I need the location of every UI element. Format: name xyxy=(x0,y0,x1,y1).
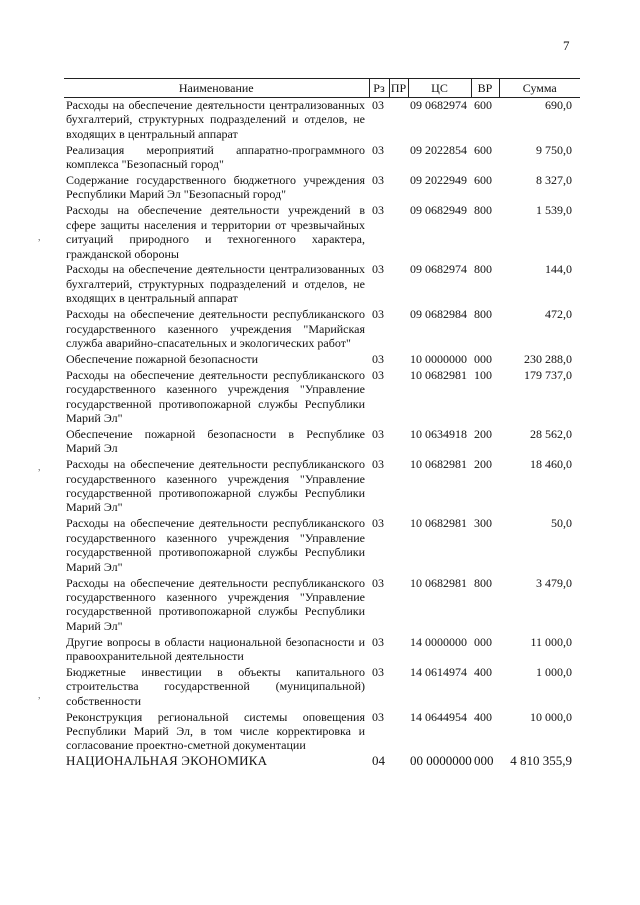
cell-pr xyxy=(389,427,408,457)
cell-name: Бюджетные инвестиции в объекты капитального строительства государственной (муниципальной) собственности xyxy=(66,664,365,708)
cell-sum: 3 479,0 xyxy=(536,575,572,590)
cell-vr: 000 xyxy=(474,753,494,769)
cell-sum: 11 000,0 xyxy=(530,634,572,649)
cell-cs: 14 0000000 xyxy=(410,634,467,649)
cell-vr: 800 xyxy=(474,307,492,322)
cell-rz: 03 xyxy=(372,575,384,590)
cell-name: Расходы на обеспечение деятельности республиканского государственного казенного учреждения "Управление государственной противопожарной службы Республики Марий Эл" xyxy=(66,457,365,515)
margin-mark: , xyxy=(38,462,41,473)
cell-sum: 179 737,0 xyxy=(524,367,572,382)
cell-sum: 690,0 xyxy=(545,98,572,112)
cell-pr xyxy=(389,710,408,755)
cell-rz: 03 xyxy=(372,142,384,157)
margin-mark: , xyxy=(38,690,41,701)
cell-pr xyxy=(389,203,408,262)
table-row xyxy=(64,368,580,427)
cell-sum: 4 810 355,9 xyxy=(510,753,572,769)
cell-pr xyxy=(389,576,408,635)
cell-rz: 03 xyxy=(372,709,384,724)
cell-sum: 1 000,0 xyxy=(536,664,572,679)
budget-table xyxy=(64,78,580,770)
header-name: Наименование xyxy=(64,79,369,98)
cell-vr: 800 xyxy=(474,203,492,218)
cell-cs: 09 0682949 xyxy=(410,203,467,218)
cell-vr: 300 xyxy=(474,516,492,531)
cell-sum: 1 539,0 xyxy=(536,203,572,218)
header-sum: Сумма xyxy=(499,79,580,98)
cell-rz: 03 xyxy=(372,516,384,531)
table-row xyxy=(64,352,580,368)
cell-sum: 10 000,0 xyxy=(530,709,572,724)
cell-pr xyxy=(389,98,408,143)
table-row xyxy=(64,635,580,665)
cell-name: НАЦИОНАЛЬНАЯ ЭКОНОМИКА xyxy=(66,753,268,769)
cell-rz: 03 xyxy=(372,426,384,441)
cell-pr xyxy=(389,262,408,307)
cell-name: Содержание государственного бюджетного учреждения Республики Марий Эл "Безопасный город" xyxy=(66,173,365,202)
cell-vr: 600 xyxy=(474,142,492,157)
cell-vr: 600 xyxy=(474,173,492,188)
cell-rz: 03 xyxy=(372,351,384,366)
cell-vr: 600 xyxy=(474,98,492,112)
cell-sum: 18 460,0 xyxy=(530,457,572,472)
cell-name: Обеспечение пожарной безопасности в Республике Марий Эл xyxy=(66,426,365,456)
cell-cs: 10 0682981 xyxy=(410,457,467,472)
cell-vr: 400 xyxy=(474,709,492,724)
header-pr: ПР xyxy=(389,79,408,98)
header-rz: Рз xyxy=(369,79,389,98)
table-row xyxy=(64,307,580,352)
cell-cs: 09 0682984 xyxy=(410,307,467,322)
table-header-row xyxy=(64,79,580,98)
table-row xyxy=(64,262,580,307)
table-body xyxy=(64,98,580,771)
cell-pr xyxy=(389,457,408,516)
cell-cs: 09 2022854 xyxy=(410,142,467,157)
table-row xyxy=(64,665,580,710)
cell-name: Расходы на обеспечение деятельности республиканского государственного казенного учреждения "Управление государственной противопожарной службы Республики Марий Эл" xyxy=(66,367,365,426)
cell-rz: 03 xyxy=(372,457,384,472)
budget-table-container xyxy=(64,78,580,770)
cell-pr xyxy=(389,352,408,368)
table-row xyxy=(64,457,580,516)
cell-cs: 00 0000000 xyxy=(410,753,472,769)
cell-vr: 200 xyxy=(474,457,492,472)
table-row xyxy=(64,754,580,770)
cell-rz: 04 xyxy=(372,753,385,769)
cell-cs: 10 0682981 xyxy=(410,516,467,531)
cell-name: Реконструкция региональной системы оповещения Республики Марий Эл, в том числе корректировка и согласование проектно-сметной документации xyxy=(66,709,365,753)
cell-name: Расходы на обеспечение деятельности учреждений в сфере защиты населения и территории от чрезвычайных ситуаций природного и техногенного характера, гражданской обороны xyxy=(66,203,365,261)
table-row xyxy=(64,427,580,457)
cell-name: Расходы на обеспечение деятельности республиканского государственного казенного учреждения "Управление государственной противопожарной службы Республики Марий Эл" xyxy=(66,516,365,574)
cell-sum: 28 562,0 xyxy=(530,426,572,441)
header-vr: ВР xyxy=(471,79,499,98)
cell-cs: 10 0682981 xyxy=(410,367,467,382)
cell-rz: 03 xyxy=(372,262,384,277)
cell-rz: 03 xyxy=(372,203,384,218)
table-row xyxy=(64,143,580,173)
table-row xyxy=(64,516,580,575)
cell-sum: 472,0 xyxy=(545,307,572,322)
cell-name: Расходы на обеспечение деятельности централизованных бухгалтерий, структурных подразделений и отделов, не входящих в центральный аппарат xyxy=(66,98,365,141)
table-row xyxy=(64,173,580,203)
cell-sum: 144,0 xyxy=(545,262,572,277)
cell-rz: 03 xyxy=(372,634,384,649)
cell-pr xyxy=(389,173,408,203)
cell-cs: 10 0634918 xyxy=(410,426,467,441)
cell-rz: 03 xyxy=(372,367,384,382)
cell-sum: 50,0 xyxy=(551,516,572,531)
cell-vr: 400 xyxy=(474,664,492,679)
page-number: 7 xyxy=(563,38,570,53)
table-row xyxy=(64,98,580,143)
cell-pr xyxy=(389,368,408,427)
cell-pr xyxy=(389,665,408,710)
cell-cs: 10 0000000 xyxy=(410,351,467,366)
cell-sum: 230 288,0 xyxy=(524,351,572,366)
cell-vr: 200 xyxy=(474,426,492,441)
cell-rz: 03 xyxy=(372,98,384,112)
cell-rz: 03 xyxy=(372,664,384,679)
cell-cs: 14 0614974 xyxy=(410,664,467,679)
table-row xyxy=(64,576,580,635)
cell-cs: 09 0682974 xyxy=(410,262,467,277)
cell-vr: 800 xyxy=(474,575,492,590)
cell-cs: 14 0644954 xyxy=(410,709,467,724)
cell-vr: 800 xyxy=(474,262,492,277)
cell-vr: 000 xyxy=(474,351,492,366)
cell-rz: 03 xyxy=(372,173,384,188)
cell-pr xyxy=(389,143,408,173)
margin-mark: , xyxy=(38,232,41,243)
cell-name: Другие вопросы в области национальной безопасности и правоохранительной деятельности xyxy=(66,634,365,664)
cell-sum: 9 750,0 xyxy=(536,142,572,157)
cell-cs: 09 0682974 xyxy=(410,98,467,112)
cell-sum: 8 327,0 xyxy=(536,173,572,188)
cell-name: Расходы на обеспечение деятельности республиканского государственного казенного учреждения "Управление государственной противопожарной службы Республики Марий Эл" xyxy=(66,575,365,633)
cell-vr: 000 xyxy=(474,634,492,649)
header-cs: ЦС xyxy=(408,79,471,98)
cell-name: Обеспечение пожарной безопасности xyxy=(66,351,259,366)
table-row xyxy=(64,710,580,755)
cell-rz: 03 xyxy=(372,307,384,322)
cell-pr xyxy=(389,307,408,352)
cell-vr: 100 xyxy=(474,367,492,382)
cell-cs: 09 2022949 xyxy=(410,173,467,188)
cell-name: Реализация мероприятий аппаратно-программного комплекса "Безопасный город" xyxy=(66,142,365,172)
cell-pr xyxy=(389,635,408,665)
cell-name: Расходы на обеспечение деятельности республиканского государственного казенного учреждения "Марийская служба аварийно-спасательных и экологических работ" xyxy=(66,307,365,350)
cell-pr xyxy=(389,516,408,575)
cell-name: Расходы на обеспечение деятельности централизованных бухгалтерий, структурных подразделений и отделов, не входящих в центральный аппарат xyxy=(66,262,365,306)
cell-cs: 10 0682981 xyxy=(410,575,467,590)
cell-pr xyxy=(389,754,408,770)
table-row xyxy=(64,203,580,262)
